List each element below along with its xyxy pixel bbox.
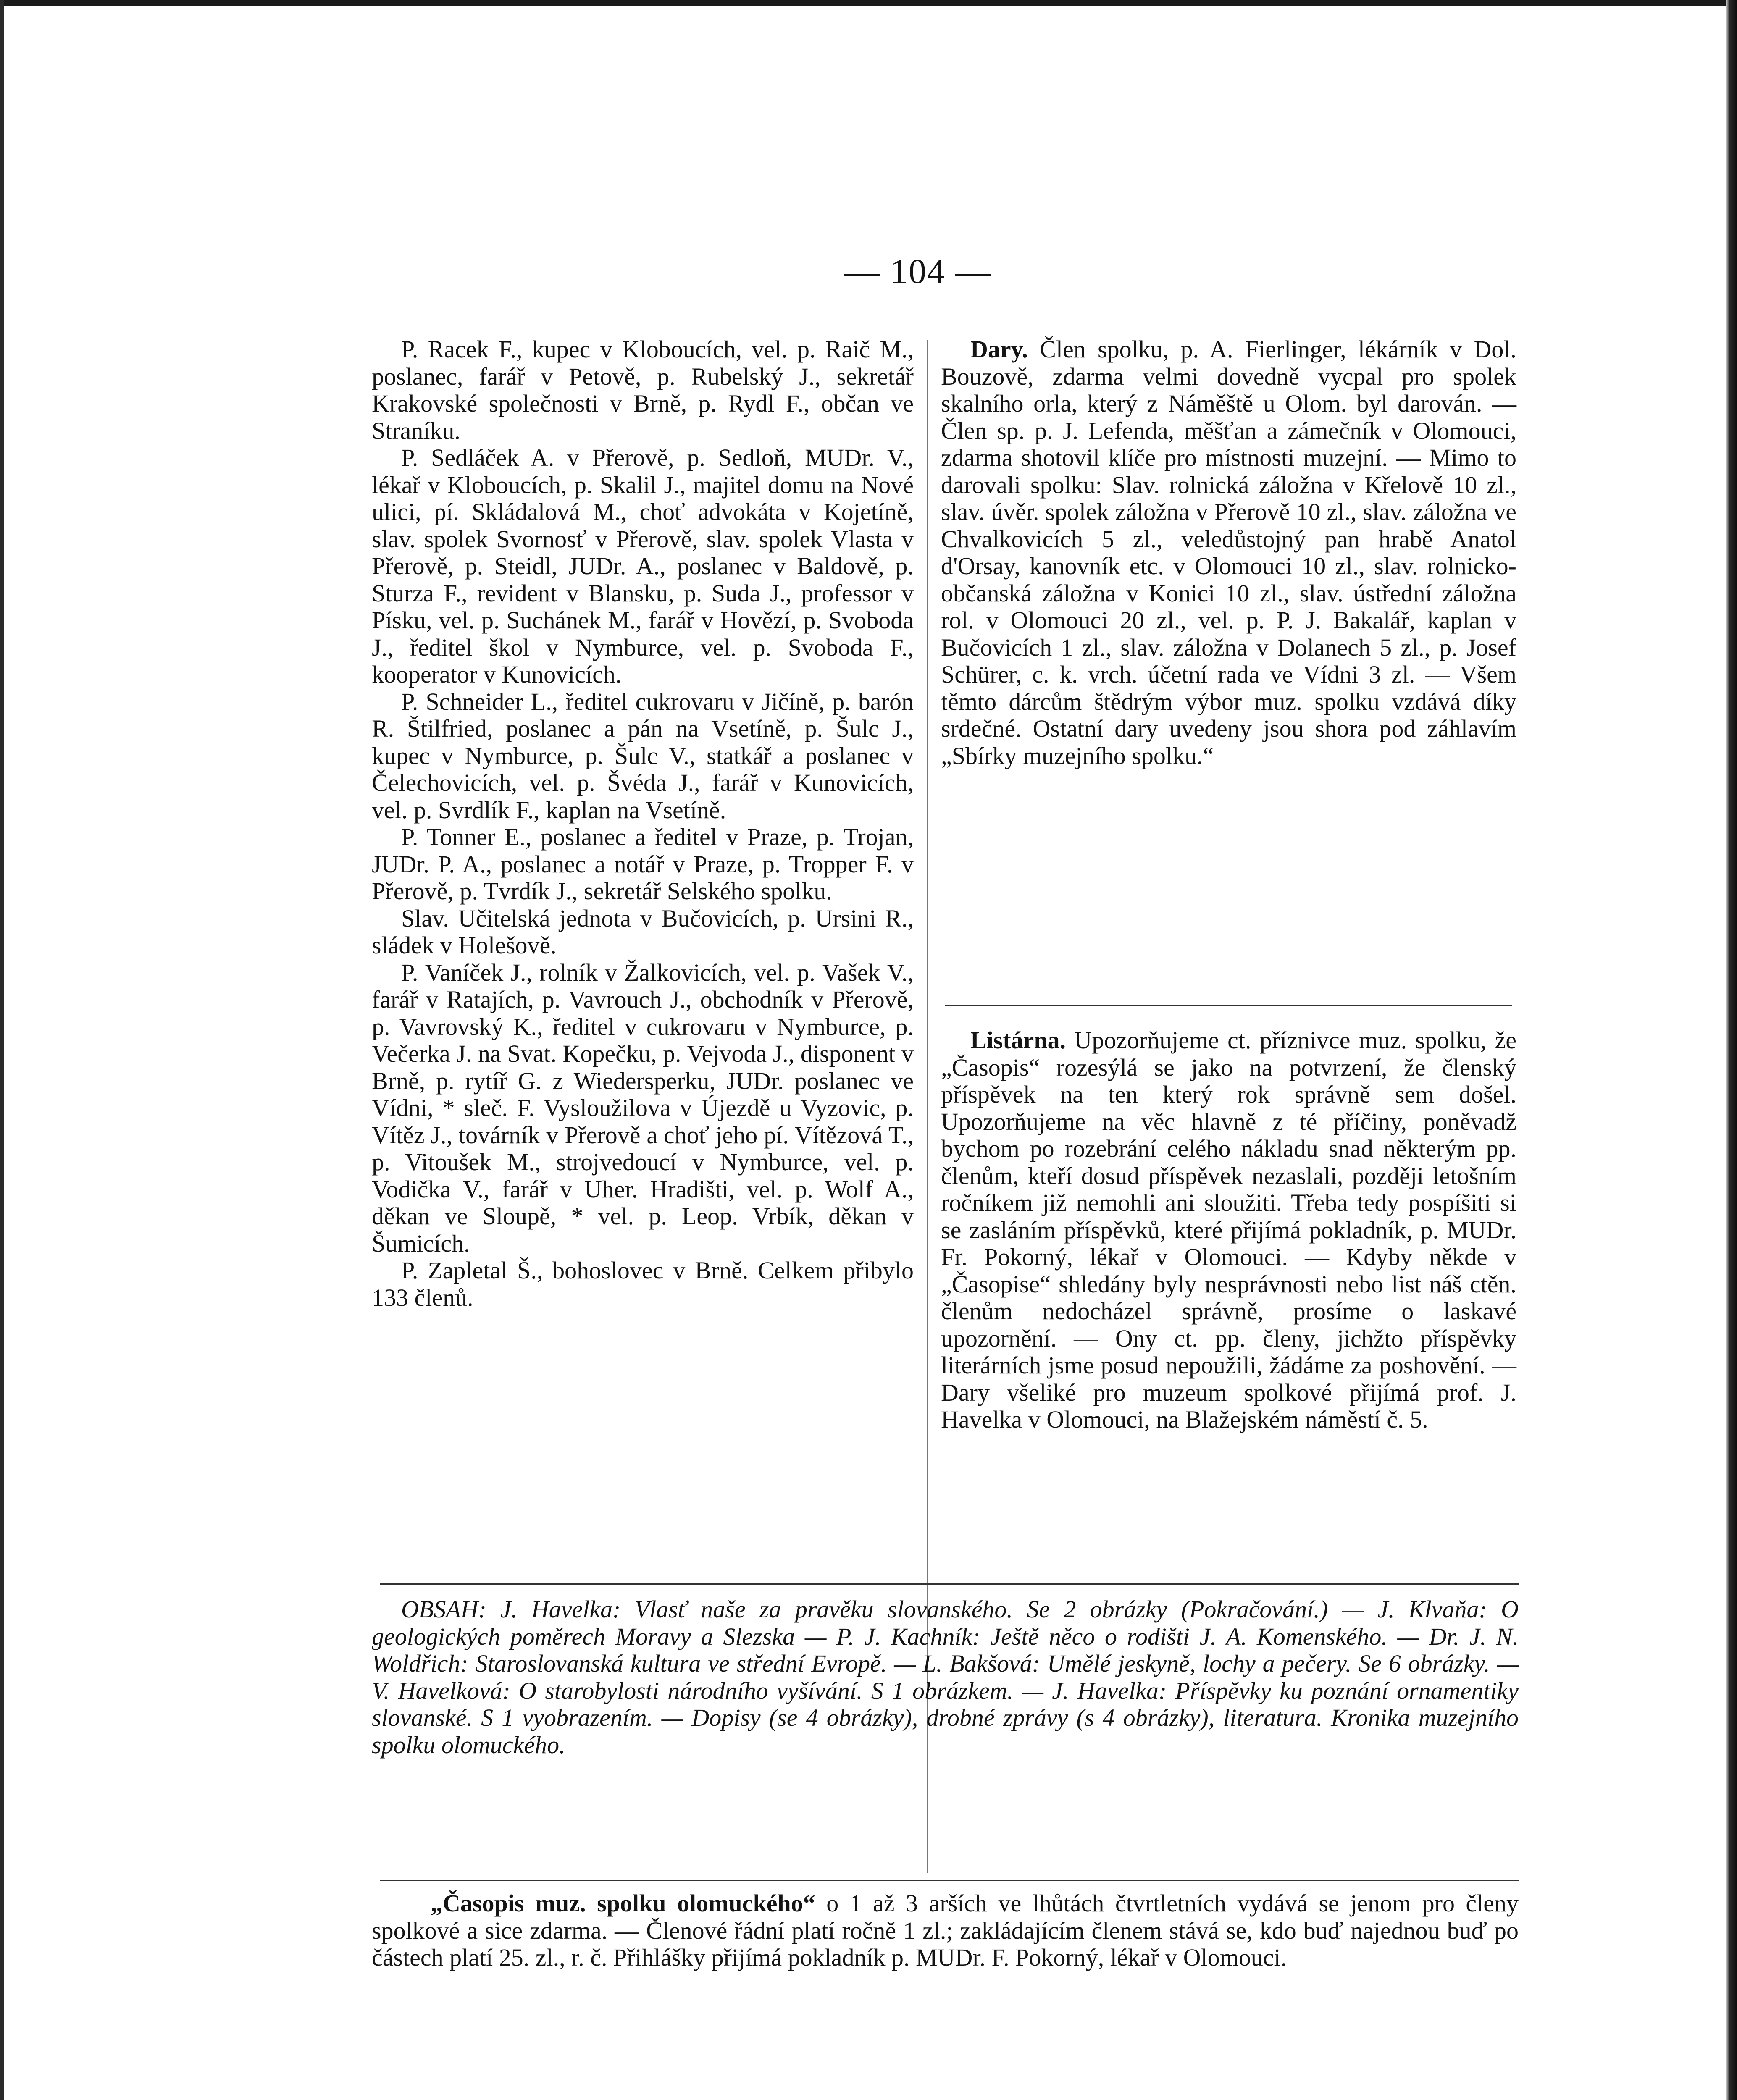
members-paragraph-z: P. Zapletal Š., bohoslovec v Brně. Celkem přibylo 133 členů. bbox=[372, 1257, 914, 1311]
notice-divider bbox=[380, 1880, 1519, 1881]
members-paragraph-t: P. Tonner E., poslanec a ředitel v Praze, p. Trojan, JUDr. P. A., poslanec a notář v Praze, p. Tropper F. v Přerově, p. Tvrdík J., sekretář Selského spolku. bbox=[372, 823, 914, 905]
members-paragraph-sch: P. Schneider L., ředitel cukrovaru v Jičíně, p. barón R. Štilfried, poslanec a pán na Vsetíně, p. Šulc J., kupec v Nymburce, p. Šulc V., statkář a poslanec v Čelechovicích, vel. p. Švéda J., farář v Kunovicích, vel. p. Svrdlík F., kaplan na Vsetíně. bbox=[372, 688, 914, 824]
table-of-contents: OBSAH: J. Havelka: Vlasť naše za pravěku slovanského. Se 2 obrázky (Pokračování.) — J. Klvaňa: O geologických poměrech Moravy a Slezska — P. J. Kachník: Ještě něco o rodišti J. A. Komenského. — Dr. J. N. Woldřich: Staroslovanská kultura ve střední Evropě. — L. Bakšová: Umělé jeskyně, lochy a pečery. Se 6 obrázky. — V. Havelková: O starobylosti národního vyšívání. S 1 obrázkem. — J. Havelka: Příspěvky ku poznání ornamentiky slovanské. S 1 vyobrazením. — Dopisy (se 4 obrázky), drobné zprávy (s 4 obrázky), literatura. Kronika muzejního spolku olomuckého. bbox=[372, 1596, 1519, 1759]
right-column bbox=[941, 336, 1516, 769]
page-number: — 104 — bbox=[844, 252, 991, 291]
members-paragraph-s: P. Sedláček A. v Přerově, p. Sedloň, MUDr. V., lékař v Kloboucích, p. Skalil J., majitel domu na Nové ulici, pí. Skládalová M., choť advokáta v Kojetíně, slav. spolek Svornosť v Přerově, slav. spolek Vlasta v Přerově, p. Steidl, JUDr. A., poslanec v Baldově, p. Sturza F., revident v Blansku, p. Suda J., professor v Písku, vel. p. Suchánek M., farář v Hovězí, p. Svoboda J., ředitel škol v Nymburce, vel. p. Svoboda F., kooperator v Kunovicích. bbox=[372, 444, 914, 688]
members-paragraph-r: P. Racek F., kupec v Kloboucích, vel. p. Raič M., poslanec, farář v Petově, p. Rubelský J., sekretář Krakovské společnosti v Brně, p. Rydl F., občan ve Straníku. bbox=[372, 336, 914, 444]
members-paragraph-u: Slav. Učitelská jednota v Bučovicích, p. Ursini R., sládek v Holešově. bbox=[372, 904, 914, 959]
notice-title: „Časopis muz. spolku olomuckého“ bbox=[431, 1890, 815, 1917]
mailbox-heading: Listárna. bbox=[970, 1026, 1066, 1054]
section-divider bbox=[945, 1005, 1512, 1006]
contents-divider bbox=[380, 1583, 1519, 1585]
scan-edge-right bbox=[1726, 0, 1737, 2100]
donations-text: Člen spolku, p. A. Fierlinger, lékárník v Dol. Bouzově, zdarma velmi dovedně vycpal pro spolek skalního orla, který z Náměště u Olom. byl darován. — Člen sp. p. J. Lefenda, měšťan a zámečník v Olomouci, zdarma shotovil klíče pro místnosti muzejní. — Mimo to darovali spolku: Slav. rolnická záložna v Křelově 10 zl., slav. úvěr. spolek záložna v Přerově 10 zl., slav. záložna ve Chvalkovicích 5 zl., veledůstojný pan hrabě Anatol d'Orsay, kanovník etc. v Olomouci 10 zl., slav. rolnicko-občanská záložna v Konici 10 zl., slav. ústřední záložna rol. v Olomouci 20 zl., vel. p. P. J. Bakalář, kaplan v Bučovicích 1 zl., slav. záložna v Dolanech 5 zl., p. Josef Schürer, c. k. vrch. účetní rada ve Vídni 3 zl. — Všem těmto dárcům štědrým výbor muz. spolku vzdává díky srdečné. Ostatní dary uvedeny jsou shora pod záhlavím „Sbírky muzejního spolku.“ bbox=[941, 336, 1516, 769]
mailbox-column bbox=[941, 1027, 1516, 1433]
notice-text: o 1 až 3 arších ve lhůtách čtvrtletních vydává se jenom pro členy spolkové a sice zdarma. — Členové řádní platí ročně 1 zl.; zakládajícím členem stává se, kdo buď najednou buď po částech platí 25. zl., r. č. Přihlášky přijímá pokladník p. MUDr. F. Pokorný, lékař v Olomouci. bbox=[372, 1890, 1519, 1971]
donations-heading: Dary. bbox=[970, 336, 1028, 363]
new-members-list bbox=[372, 336, 914, 1311]
members-paragraph-v: P. Vaníček J., rolník v Žalkovicích, vel. p. Vašek V., farář v Ratajích, p. Vavrouch J., obchodník v Přerově, p. Vavrovský K., ředitel v cukrovaru v Nymburce, p. Večerka J. na Svat. Kopečku, p. Vejvoda J., disponent v Brně, p. rytíř G. z Wiedersperku, JUDr. poslanec ve Vídni, * sleč. F. Vysloužilova v Újezdě u Vyzovic, p. Vítěz J., továrník v Přerově a choť jeho pí. Vítězová T., p. Vitoušek M., strojvedoucí v Nymburce, vel. p. Vodička V., farář v Uher. Hradišti, vel. p. Wolf A., děkan ve Sloupě, * vel. p. Leop. Vrbík, děkan v Šumicích. bbox=[372, 958, 914, 1257]
mailbox-text: Upozorňujeme ct. příznivce muz. spolku, že „Časopis“ rozesýlá se jako na potvrzení, že členský příspěvek na ten který rok správně sem došel. Upozorňujeme na věc hlavně z té příčiny, poněvadž bychom po rozebrání celého nákladu snad některým pp. členům, kteří dosud příspěvek nezaslali, později letošním ročníkem již nemohli ani sloužiti. Třeba tedy pospíšiti si se zasláním příspěvků, které přijímá pokladník, p. MUDr. Fr. Pokorný, lékař v Olomouci. — Kdyby někde v „Časopise“ shledány byly nesprávnosti nebo list náš ctěn. členům nedocházel správně, prosíme o laskavé upozornění. — Ony ct. pp. členy, jichžto příspěvky literárních jsme posud nepoužili, žádáme za poshovění. — Dary všeliké pro muzeum spolkové přijímá prof. J. Havelka v Olomouci, na Blažejském náměstí č. 5. bbox=[941, 1026, 1516, 1433]
donations-section bbox=[941, 336, 1516, 769]
publication-notice bbox=[372, 1890, 1519, 1971]
scan-edge-top bbox=[0, 0, 1737, 6]
scan-edge-left bbox=[0, 0, 4, 2100]
mailbox-section bbox=[941, 1027, 1516, 1433]
